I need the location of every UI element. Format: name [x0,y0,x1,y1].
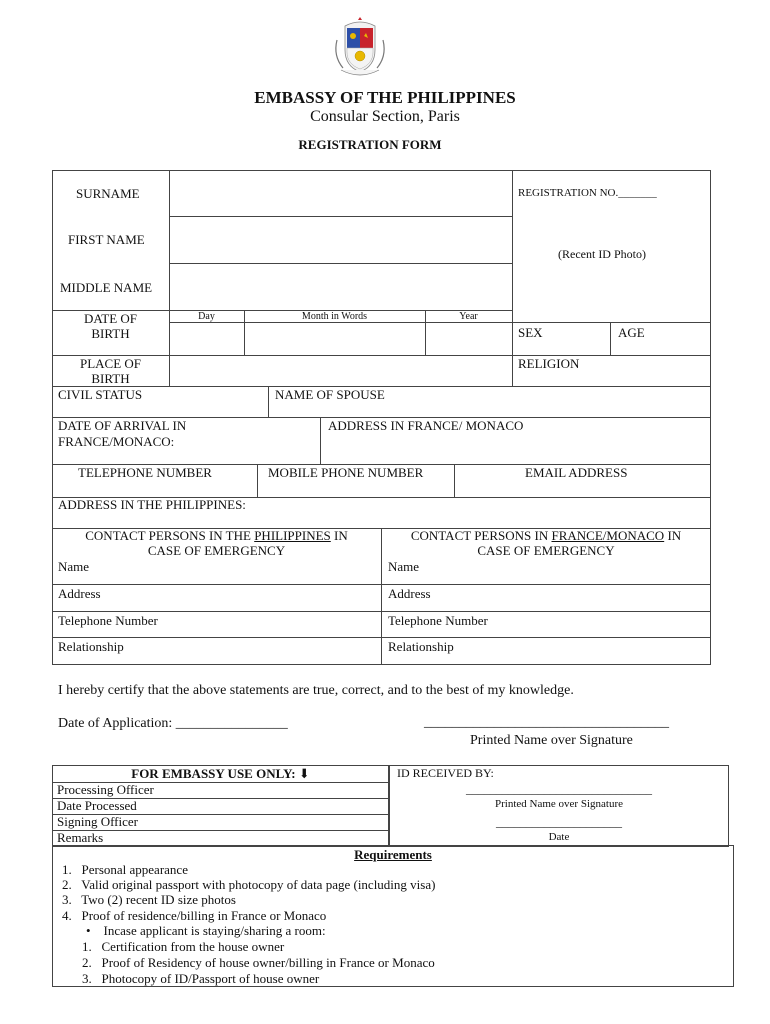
surname-input[interactable] [170,171,511,215]
arrival-label-1: DATE OF ARRIVAL IN [58,418,187,433]
contact-fr-address-label: Address [388,586,431,601]
requirement-subitem: • Incase applicant is staying/sharing a room: [86,923,326,938]
first-name-label: FIRST NAME [68,232,145,247]
address-ph-label: ADDRESS IN THE PHILIPPINES: [58,497,246,512]
religion-label: RELIGION [518,356,580,371]
birth-month-input[interactable] [245,323,424,354]
embassy-title: EMBASSY OF THE PHILIPPINES [254,88,516,107]
requirement-subitem: 3. Photocopy of ID/Passport of house owner [82,971,320,986]
middle-name-input[interactable] [170,264,511,309]
email-label: EMAIL ADDRESS [525,465,628,480]
id-received-date-line[interactable]: _____________________ [496,815,622,829]
id-received-signature-line[interactable]: _______________________________ [466,782,652,796]
surname-label: SURNAME [76,186,140,201]
year-label: Year [459,311,478,322]
age-label: AGE [618,325,645,340]
spouse-label: NAME OF SPOUSE [275,387,385,402]
address-france-label: ADDRESS IN FRANCE/ MONACO [328,418,524,433]
contact-ph-relationship-label: Relationship [58,639,124,654]
registration-no-label: REGISTRATION NO._______ [518,187,657,199]
day-label: Day [198,311,215,322]
signing-officer-label: Signing Officer [57,814,138,829]
dob-label-1: DATE OF [83,311,138,326]
remarks-label: Remarks [57,830,104,845]
telephone-label: TELEPHONE NUMBER [78,465,212,480]
place-of-birth-input[interactable] [170,356,511,385]
mobile-label: MOBILE PHONE NUMBER [268,465,424,480]
requirement-item: 4. Proof of residence/billing in France or Monaco [62,908,327,923]
id-photo-box[interactable] [513,210,710,321]
consular-section: Consular Section, Paris [310,108,460,125]
dob-label-2: BIRTH [91,326,130,341]
requirement-item: 1. Personal appearance [62,862,188,877]
place-of-birth-label-2: BIRTH [91,371,130,386]
requirement-subitem: 1. Certification from the house owner [82,939,285,954]
contact-ph-address-label: Address [58,586,101,601]
id-received-label: ID RECEIVED BY: [397,766,494,780]
contact-ph-title-2: CASE OF EMERGENCY [147,543,286,558]
arrival-label-2: FRANCE/MONACO: [58,434,175,449]
requirement-item: 3. Two (2) recent ID size photos [62,892,236,907]
date-of-application-field[interactable]: Date of Application: ________________ [58,716,288,731]
middle-name-label: MIDDLE NAME [60,280,153,295]
contact-ph-telephone-label: Telephone Number [58,613,158,628]
form-title: REGISTRATION FORM [298,137,442,152]
date-processed-label: Date Processed [57,798,137,813]
sex-label: SEX [518,325,543,340]
requirement-subitem: 2. Proof of Residency of house owner/billing in France or Monaco [82,955,435,970]
birth-day-input[interactable] [170,323,243,354]
contact-fr-title: CONTACT PERSONS IN FRANCE/MONACO IN [410,528,682,543]
requirements-title: Requirements [354,847,432,862]
civil-status-label: CIVIL STATUS [58,387,143,402]
embassy-use-title: FOR EMBASSY USE ONLY: ⬇ [131,766,310,781]
contact-fr-relationship-label: Relationship [388,639,454,654]
applicant-signature-line[interactable]: ___________________________________ [424,715,669,730]
month-label: Month in Words [301,311,368,322]
philippine-seal-logo [331,16,389,80]
contact-fr-title-2: CASE OF EMERGENCY [477,543,615,558]
id-photo-label: (Recent ID Photo) [558,247,646,261]
birth-year-input[interactable] [426,323,511,354]
contact-ph-title: CONTACT PERSONS IN THE PHILIPPINES IN [85,528,348,543]
contact-fr-name-label: Name [388,559,420,574]
contact-ph-name-label: Name [58,559,90,574]
id-received-date-label: Date [548,831,570,843]
requirement-item: 2. Valid original passport with photocopy of data page (including visa) [62,877,436,892]
processing-officer-label: Processing Officer [57,782,154,797]
certification-statement: I hereby certify that the above statements are true, correct, and to the best of my knowledge. [58,683,574,698]
contact-fr-telephone-label: Telephone Number [388,613,488,628]
applicant-signature-label: Printed Name over Signature [470,733,633,748]
place-of-birth-label-1: PLACE OF [79,356,142,371]
first-name-input[interactable] [170,217,511,262]
id-received-signature-label: Printed Name over Signature [495,798,623,810]
